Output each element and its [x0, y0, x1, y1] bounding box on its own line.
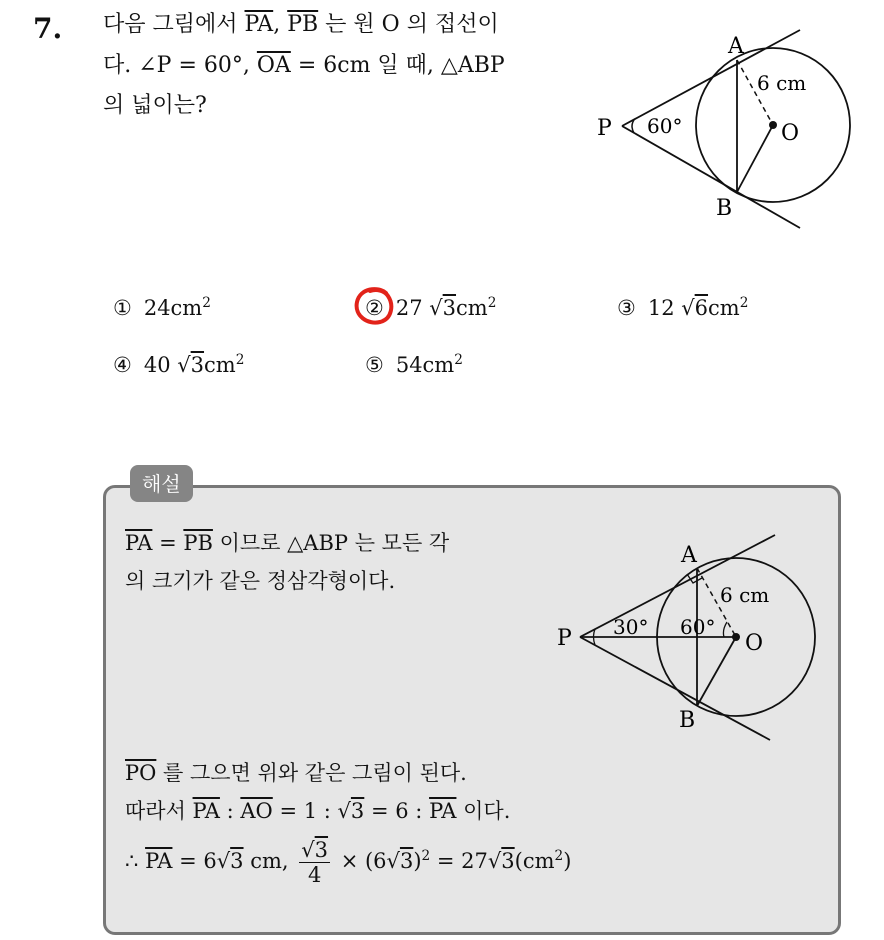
choice-4[interactable] — [113, 352, 244, 377]
label-a: A — [681, 543, 697, 568]
choice-number: ④ — [113, 353, 132, 377]
choice-5[interactable] — [365, 352, 463, 377]
center-point-o — [732, 633, 740, 641]
question-line-1 — [103, 12, 499, 38]
question-text: 는 원 O 의 접선이 — [325, 12, 499, 37]
choice-text: 54cm — [395, 353, 455, 377]
solution-text: 를 그으면 위와 같은 그림이 된다. — [163, 761, 467, 785]
answer-circle-mark — [352, 285, 398, 329]
angle-label-p: 30° — [613, 615, 649, 639]
radius-label: 6 cm — [757, 71, 807, 95]
superscript: 2 — [421, 848, 431, 864]
superscript: 2 — [739, 295, 749, 311]
segment-po: $\overline{PO}$ — [125, 761, 157, 785]
question-line-3: 의 넓이는? — [103, 93, 207, 118]
therefore-symbol: ∴ — [125, 849, 139, 873]
choice-text: cm — [456, 296, 488, 320]
solution-line-2: 의 크기가 같은 정삼각형이다. — [125, 569, 396, 593]
tangent-line-pb — [580, 637, 770, 740]
solution-tag: 해설 — [130, 465, 193, 502]
sqrt-expression: √3 — [487, 849, 515, 873]
question-line-2 — [103, 53, 505, 79]
radius-ob — [697, 637, 736, 706]
choice-text: cm — [708, 296, 740, 320]
segment-pa: $\overline{PA}$ — [244, 12, 274, 37]
figure-solution-diagram — [550, 525, 840, 750]
superscript: 2 — [554, 848, 564, 864]
comma: , — [273, 12, 281, 37]
solution-text: 이다. — [463, 799, 511, 823]
radicand: 3 — [442, 296, 457, 320]
center-point-o — [769, 121, 777, 129]
choice-number: ② — [365, 296, 384, 320]
solution-line-3 — [125, 757, 467, 787]
choice-coefficient: 12 — [647, 296, 675, 320]
radicand: 6 — [694, 296, 709, 320]
sqrt-expression: √3 — [386, 849, 414, 873]
solution-text: ) — [563, 849, 572, 873]
fraction-numerator: √3 — [301, 838, 329, 862]
question-text: 다. ∠P = 60°, — [103, 53, 250, 78]
solution-text: cm, — [250, 849, 289, 873]
angle-arc-p — [632, 120, 634, 133]
radius-ob — [737, 125, 773, 192]
label-a: A — [728, 34, 744, 59]
segment-pa: $\overline{PA}$ — [145, 849, 173, 873]
radicand: 3 — [190, 353, 205, 377]
segment-pa: $\overline{PA}$ — [192, 799, 220, 823]
choice-number: ⑤ — [365, 353, 384, 377]
sqrt-expression: √3 — [429, 296, 457, 320]
fraction-sqrt3-over-4 — [299, 838, 330, 887]
label-b: B — [679, 708, 696, 733]
segment-pa: $\overline{PA}$ — [125, 531, 153, 555]
radicand: 3 — [230, 849, 244, 873]
sqrt-expression: √3 — [216, 849, 244, 873]
label-b: B — [716, 196, 733, 221]
sqrt-expression: √3 — [177, 353, 205, 377]
choice-coefficient: 40 — [143, 353, 171, 377]
solution-text: × (6 — [340, 849, 387, 873]
question-number: 7. — [33, 12, 63, 45]
figure-tangent-circle — [590, 25, 870, 235]
solution-text: = 27 — [436, 849, 488, 873]
radicand: 3 — [399, 849, 414, 873]
choice-3[interactable] — [617, 295, 748, 320]
choice-text: cm — [204, 353, 236, 377]
solution-text: (cm — [514, 849, 555, 873]
ratio-colon: : — [226, 799, 234, 823]
radicand: 3 — [350, 799, 365, 823]
superscript: 2 — [235, 352, 245, 368]
label-p: P — [597, 116, 612, 141]
choice-coefficient: 27 — [395, 296, 423, 320]
tangent-line-pb — [622, 126, 800, 228]
radicand: 3 — [501, 849, 515, 873]
solution-line-4 — [125, 795, 510, 825]
solution-text: 이므로 △ABP 는 모든 각 — [219, 531, 450, 555]
label-p: P — [557, 626, 572, 651]
angle-arc-o — [723, 622, 727, 637]
segment-oa: $\overline{OA}$ — [256, 53, 291, 78]
choice-number: ① — [113, 296, 132, 320]
equals-sign: = — [159, 531, 177, 555]
fraction-denominator: 4 — [307, 863, 322, 887]
solution-line-5 — [125, 838, 571, 887]
choice-1[interactable] — [113, 295, 211, 320]
choice-number: ③ — [617, 296, 636, 320]
superscript: 2 — [202, 295, 211, 311]
radius-label: 6 cm — [720, 583, 770, 607]
solution-line-1 — [125, 527, 449, 557]
question-text: = 6cm 일 때, △ABP — [297, 53, 505, 78]
superscript: 2 — [487, 295, 497, 311]
segment-pb: $\overline{PB}$ — [287, 12, 319, 37]
question-text: 다음 그림에서 — [103, 12, 238, 37]
sqrt-expression: √3 — [337, 799, 365, 823]
angle-label-o: 60° — [680, 615, 716, 639]
solution-text: = 6 — [179, 849, 217, 873]
solution-text: = 1 : — [279, 799, 331, 823]
solution-text: = 6 : — [370, 799, 423, 823]
choice-text: 24cm — [143, 296, 203, 320]
radicand: 3 — [314, 838, 329, 862]
solution-text: 따라서 — [125, 799, 186, 823]
label-o: O — [745, 631, 764, 656]
segment-ao: $\overline{AO}$ — [240, 799, 273, 823]
angle-label-p: 60° — [647, 114, 683, 138]
sqrt-expression: √6 — [681, 296, 709, 320]
solution-text: ) — [413, 849, 422, 873]
segment-pb: $\overline{PB}$ — [183, 531, 213, 555]
label-o: O — [781, 121, 800, 146]
segment-pa: $\overline{PA}$ — [429, 799, 457, 823]
superscript: 2 — [454, 352, 463, 368]
